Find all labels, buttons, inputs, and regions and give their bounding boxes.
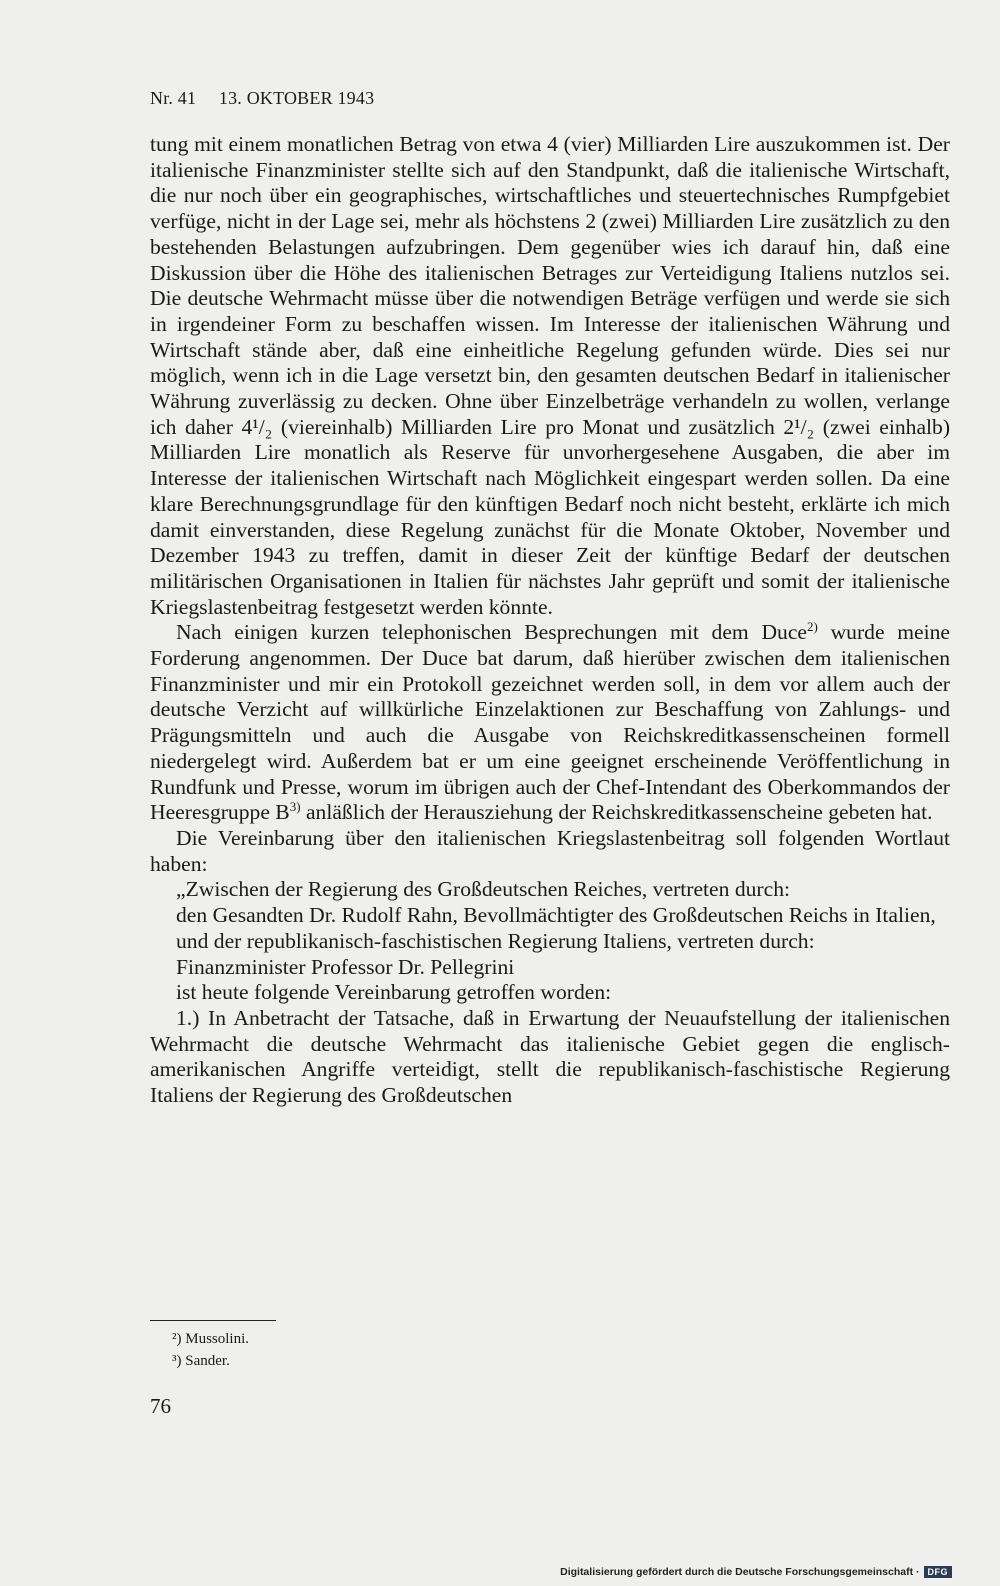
paragraph: 1.) In Anbetracht der Tatsache, daß in Erwartung der Neuaufstellung der italienischen Wehrmacht die deutsche Wehrmacht das italienische Gebiet gegen die englisch-amerikanischen Angriffe verteidigt, stellt die republikanisch-faschistische Regierung Italiens der Regierung des Großdeutschen <box>150 1005 950 1108</box>
footnote-mark: ³) <box>172 1353 182 1369</box>
footnote-ref: 3) <box>289 799 301 815</box>
body-text <box>150 132 950 1109</box>
paragraph-text: anläßlich der Herausziehung der Reichskreditkassenscheine gebeten hat. <box>300 800 933 825</box>
paragraph-text: tung mit einem monatlichen Betrag von etwa 4 (vier) Milliarden Lire auszukommen ist. Der italienische Finanzminister stellte sich auf den Standpunkt, daß die italienische Wirtschaft, die nur noch über ein geographisches, wirtschaftliches und steuertechnisches Rumpfgebiet verfüge, nicht in der Lage sei, mehr als höchstens 2 (zwei) Milliarden Lire zusätzlich zu den bestehenden Belastungen aufzubringen. Dem gegenüber wies ich darauf hin, daß eine Diskussion über die Höhe des italienischen Betrages zur Verteidigung Italiens nutzlos sei. Die deutsche Wehrmacht müsse über die notwendigen Beträge verfügen und werde sie sich in irgendeiner Form zu beschaffen wissen. Im Interesse der italienischen Währung und Wirtschaft stände aber, daß eine einheitliche Regelung gefunden würde. Dies sei nur möglich, wenn ich in die Lage versetzt bin, den gesamten deutschen Bedarf in italienischer Währung zuverlässig zu decken. Ohne über Einzelbeträge verhandeln zu wollen, verlange ich daher <box>150 132 950 439</box>
paragraph-text: wurde meine Forderung angenommen. Der Duce bat darum, daß hierüber zwischen dem italienischen Finanzminister und mir ein Protokoll gezeichnet werden soll, in dem vor allem auch der deutsche Verzicht auf willkürliche Einzelaktionen zur Beschaffung von Zahlungs- und Prägungsmitteln und auch die Ausgabe von Reichskreditkassenscheinen formell niedergelegt wird. Außerdem bat er um eine geeignet erscheinende Veröffentlichung in Rundfunk und Presse, worum im übrigen auch der Chef-Intendant des Oberkommandos der Heeresgruppe B <box>150 620 951 825</box>
footnotes <box>172 1328 249 1372</box>
paragraph: Finanzminister Professor Dr. Pellegrini <box>176 954 515 979</box>
page-number: 76 <box>150 1394 171 1418</box>
paragraph <box>150 132 950 620</box>
issue-number: Nr. 41 <box>150 88 197 108</box>
paragraph-text: (viereinhalb) Milliarden Lire pro Monat und zusätzlich <box>280 414 775 439</box>
paragraph: Die Vereinbarung über den italienischen Kriegslastenbeitrag soll folgenden Wortlaut haben: <box>150 825 950 876</box>
footnote-ref: 2) <box>807 619 818 635</box>
footnote-text: Sander. <box>185 1353 230 1369</box>
footnote <box>172 1328 249 1350</box>
footnote-mark: ²) <box>172 1331 182 1347</box>
paragraph: den Gesandten Dr. Rudolf Rahn, Bevollmächtigter des Großdeutschen Reichs in Italien, <box>176 903 936 928</box>
fraction: 2¹/₂ <box>783 414 815 439</box>
footnote <box>172 1350 249 1372</box>
footnote-text: Mussolini. <box>185 1331 250 1347</box>
paragraph: „Zwischen der Regierung des Großdeutschen Reiches, vertreten durch: <box>176 877 790 902</box>
paragraph <box>150 620 950 826</box>
paragraph-text: (zwei einhalb) Milliarden Lire monatlich als Reserve für unvorhergesehene Ausgaben, die aber im Interesse der italienischen Wirtschaft nach Möglichkeit eingespart werden sollen. Da eine klare Berechnungsgrundlage für den künftigen Bedarf noch nicht besteht, erklärte ich mich damit einverstanden, diese Regelung zunächst für die Monate Oktober, November und Dezember 1943 zu treffen, damit in dieser Zeit der künftige Bedarf der deutschen militärischen Organisationen in Italien für nächstes Jahr geprüft und somit der italienische Kriegslastenbeitrag festgesetzt werden könnte. <box>150 414 951 619</box>
digitization-credit <box>560 1566 952 1578</box>
paragraph: und der republikanisch-faschistischen Regierung Italiens, vertreten durch: <box>176 928 815 953</box>
paragraph-text: Nach einigen kurzen telephonischen Besprechungen mit dem Duce <box>176 620 808 645</box>
paragraph: ist heute folgende Vereinbarung getroffen worden: <box>176 980 612 1005</box>
footnote-divider <box>150 1320 276 1321</box>
running-header <box>150 88 392 109</box>
credit-text: Digitalisierung gefördert durch die Deutsche Forschungsgemeinschaft · <box>560 1566 920 1578</box>
header-date: 13. OKTOBER 1943 <box>218 88 375 108</box>
fraction: 4¹/₂ <box>241 414 273 439</box>
dfg-logo-icon: DFG <box>924 1566 953 1578</box>
